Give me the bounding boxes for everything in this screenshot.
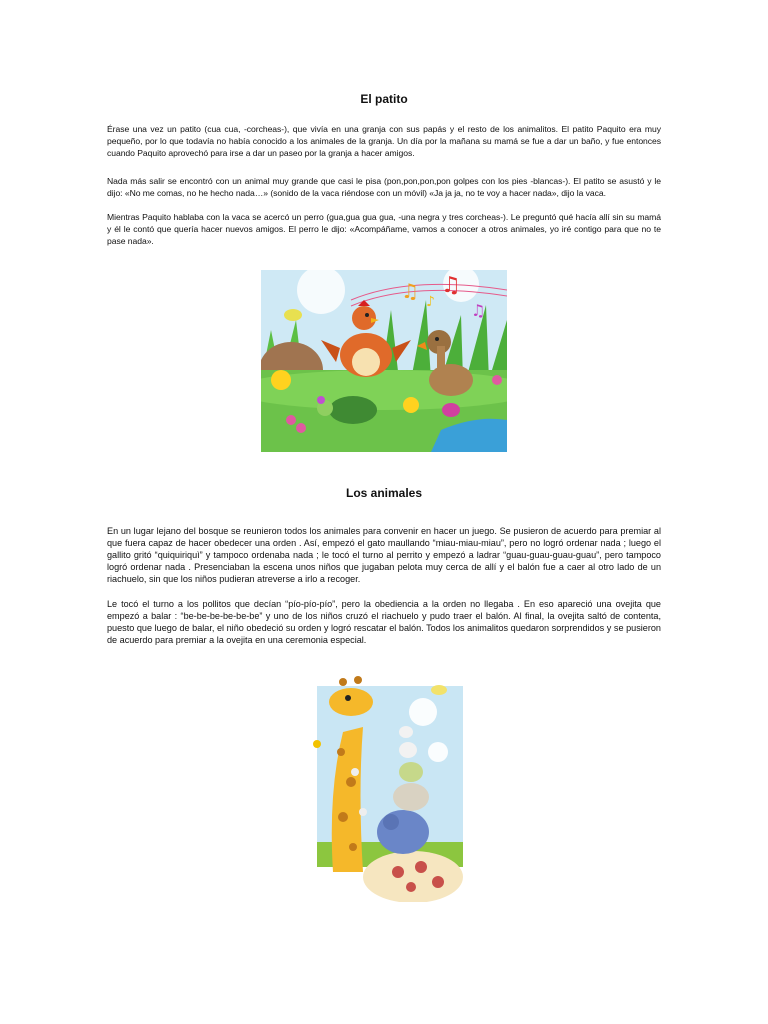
svg-text:♫: ♫ <box>441 273 461 298</box>
paragraph-1: Érase una vez un patito (cua cua, -corcheas-), que vivía en una granja con sus papás y el resto de los animalitos. El patito Paquito era muy pequeño, por lo que todavía no había conocido a los animales de la granja. Un día por la mañana su mamá se fue a dar un baño, y fue entonces cuando Paquito aprovechó para irse a dar un paseo por la granja a hacer amigos. <box>107 124 661 158</box>
paragraph-5: Le tocó el turno a los pollitos que decían “pío-pío-pío”, pero la obediencia a la orden no llegaba . En eso apareció una ovejita que empezó a balar : “be-be-be-be-be-be” y uno de los niños cruzó el riachuelo y pudo traer el balón. Al final, la ovejita saltó de contenta, puesto que luego de balar, el niño obedeció su orden y logró rescatar el balón. Todos los animalitos quedaron sorprendidos y se pusieron de acuerdo para premiar a la ovejita en una ceremonia especial. <box>107 599 661 645</box>
svg-text:♫: ♫ <box>401 279 419 303</box>
title-el-patito: El patito <box>360 92 408 106</box>
svg-text:♫: ♫ <box>471 301 486 320</box>
paragraph-3: Mientras Paquito hablaba con la vaca se acercó un perro (gua,gua gua gua, -una negra y tres corcheas-). Le preguntó qué hacía allí sin su mamá y él le contó que quería hacer nuevos amigos. El perro le dijo: «Acompáñame, vamos a conocer a otros animales, yo iré contigo para que no te pase nada». <box>107 212 661 246</box>
paragraph-4: En un lugar lejano del bosque se reunieron todos los animales para convenir en hacer un juego. Se pusieron de acuerdo para premiar al que fuera capaz de hacer obedecer una orden . Así, empezó el gato maullando “miau-miau-miau”, pero no logró ordenar nada ; luego el gallito gritó “quiquiriquì” y tampoco ordenaba nada ; le tocó el turno al perrito y empezó a ladrar “guau-guau-guau-guau”, pero tampoco logró ordenar nada . Presenciaban la escena unos niños que jugaban pelota muy cerca de allí y el balón fue a caer al otro lado de un riachuelo, sin que los niños pudieran atreverse a irlo a recoger. <box>107 526 661 584</box>
farm-animals-illustration <box>261 270 507 452</box>
animals-tower-illustration <box>303 672 467 902</box>
svg-text:♪: ♪ <box>426 294 435 310</box>
paragraph-2: Nada más salir se encontró con un animal muy grande que casi le pisa (pon,pon,pon,pon golpes con los pies -blancas-). El patito se asustó y le dijo: «No me comas, no he hecho nada…» (sonido de la vaca riéndose con un móvil) «Ja ja ja, no te voy a hacer nada», dijo la vaca. <box>107 176 661 198</box>
title-los-animales: Los animales <box>345 486 423 500</box>
